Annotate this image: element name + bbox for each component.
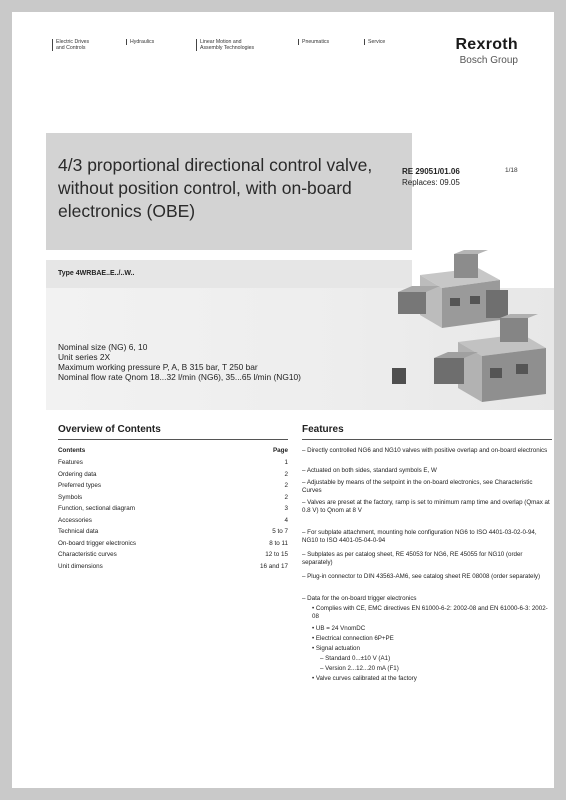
feature-item: – Data for the on-board trigger electronics [302, 595, 417, 602]
feature-subitem: • Complies with CE, EMC directives EN 61000-6-2: 2002-08 and EN 61000-6-3: 2002-08 [312, 605, 548, 621]
toc-row[interactable]: Accessories 4 [58, 516, 288, 524]
toc-row[interactable]: Unit dimensions 16 and 17 [58, 562, 288, 570]
toc-row[interactable]: Characteristic curves 12 to 15 [58, 551, 288, 558]
feature-item: – Adjustable by means of the setpoint in the on-board electronics, see Characteristic Curves [302, 479, 533, 495]
document-title: 4/3 proportional directional control valve, without position control, with on-board electronics (OBE) [58, 155, 373, 221]
nav-electric-drives[interactable]: Electric Drives and Controls [52, 39, 89, 51]
toc-col-contents: Contents [58, 447, 86, 454]
spec-flow-rate: Nominal flow rate Qnom 18...32 l/min (NG6), 35...65 l/min (NG10) [58, 372, 301, 382]
feature-subitem: • Signal actuation [312, 645, 360, 652]
bosch-group-label: Bosch Group [459, 55, 518, 66]
feature-subsubitem: – Standard 0...±10 V (A1) [320, 655, 391, 662]
feature-item: – For subplate attachment, mounting hole configuration NG6 to ISO 4401-03-02-0-94, NG10 to ISO 4401-05-04-0-94 [302, 529, 537, 545]
valve-ng10-illustration [392, 314, 546, 402]
features-rule [302, 439, 552, 440]
feature-subitem: • UB = 24 VnomDC [312, 625, 366, 632]
toc-heading: Overview of Contents [58, 424, 161, 435]
feature-item: – Plug-in connector to DIN 43563-AM6, see catalog sheet RE 08008 (order separately) [302, 573, 541, 580]
nav-linear-motion[interactable]: Linear Motion and Assembly Technologies [196, 39, 254, 51]
replaces-label: Replaces: 09.05 [402, 178, 460, 187]
toc-row[interactable]: Ordering data 2 [58, 470, 288, 478]
spec-unit-series: Unit series 2X [58, 352, 111, 362]
datasheet-page [12, 12, 554, 788]
nav-pneumatics[interactable]: Pneumatics [298, 39, 329, 45]
feature-subsubitem: – Version 2...12...20 mA (F1) [320, 665, 399, 672]
toc-row[interactable]: Symbols 2 [58, 493, 288, 501]
page-number: 1/18 [505, 167, 518, 174]
feature-item: – Subplates as per catalog sheet, RE 45053 for NG6, RE 45055 for NG10 (order separately) [302, 551, 523, 567]
feature-item: – Valves are preset at the factory, ramp is set to minimum ramp time and overlap (Qmax at 0.8 V) to Qnom at 8 V [302, 499, 550, 515]
toc-col-page: Page [272, 447, 288, 454]
toc-row[interactable]: Function, sectional diagram 3 [58, 505, 288, 512]
valve-product-image [390, 250, 554, 410]
rexroth-logo: Rexroth [455, 36, 518, 53]
document-number: RE 29051/01.06 [402, 167, 460, 176]
spec-nominal-size: Nominal size (NG) 6, 10 [58, 342, 148, 352]
features-heading: Features [302, 424, 344, 435]
feature-subitem: • Valve curves calibrated at the factory [312, 675, 417, 682]
toc-row[interactable]: Features 1 [58, 459, 288, 466]
type-designation: Type 4WRBAE..E../..W.. [58, 270, 135, 277]
valve-ng6-illustration [398, 250, 508, 328]
toc-row[interactable]: Preferred types 2 [58, 482, 288, 489]
toc-row[interactable]: On-board trigger electronics 8 to 11 [58, 539, 288, 547]
feature-item: – Actuated on both sides, standard symbols E, W [302, 467, 437, 474]
toc-row[interactable]: Technical data 5 to 7 [58, 528, 288, 535]
toc-rule [58, 439, 288, 440]
spec-max-pressure: Maximum working pressure P, A, B 315 bar, T 250 bar [58, 362, 258, 372]
nav-service[interactable]: Service [364, 39, 385, 45]
feature-item: – Directly controlled NG6 and NG10 valves with positive overlap and on-board electronics [302, 447, 548, 454]
feature-subitem: • Electrical connection 6P+PE [312, 635, 394, 642]
nav-hydraulics[interactable]: Hydraulics [126, 39, 154, 45]
